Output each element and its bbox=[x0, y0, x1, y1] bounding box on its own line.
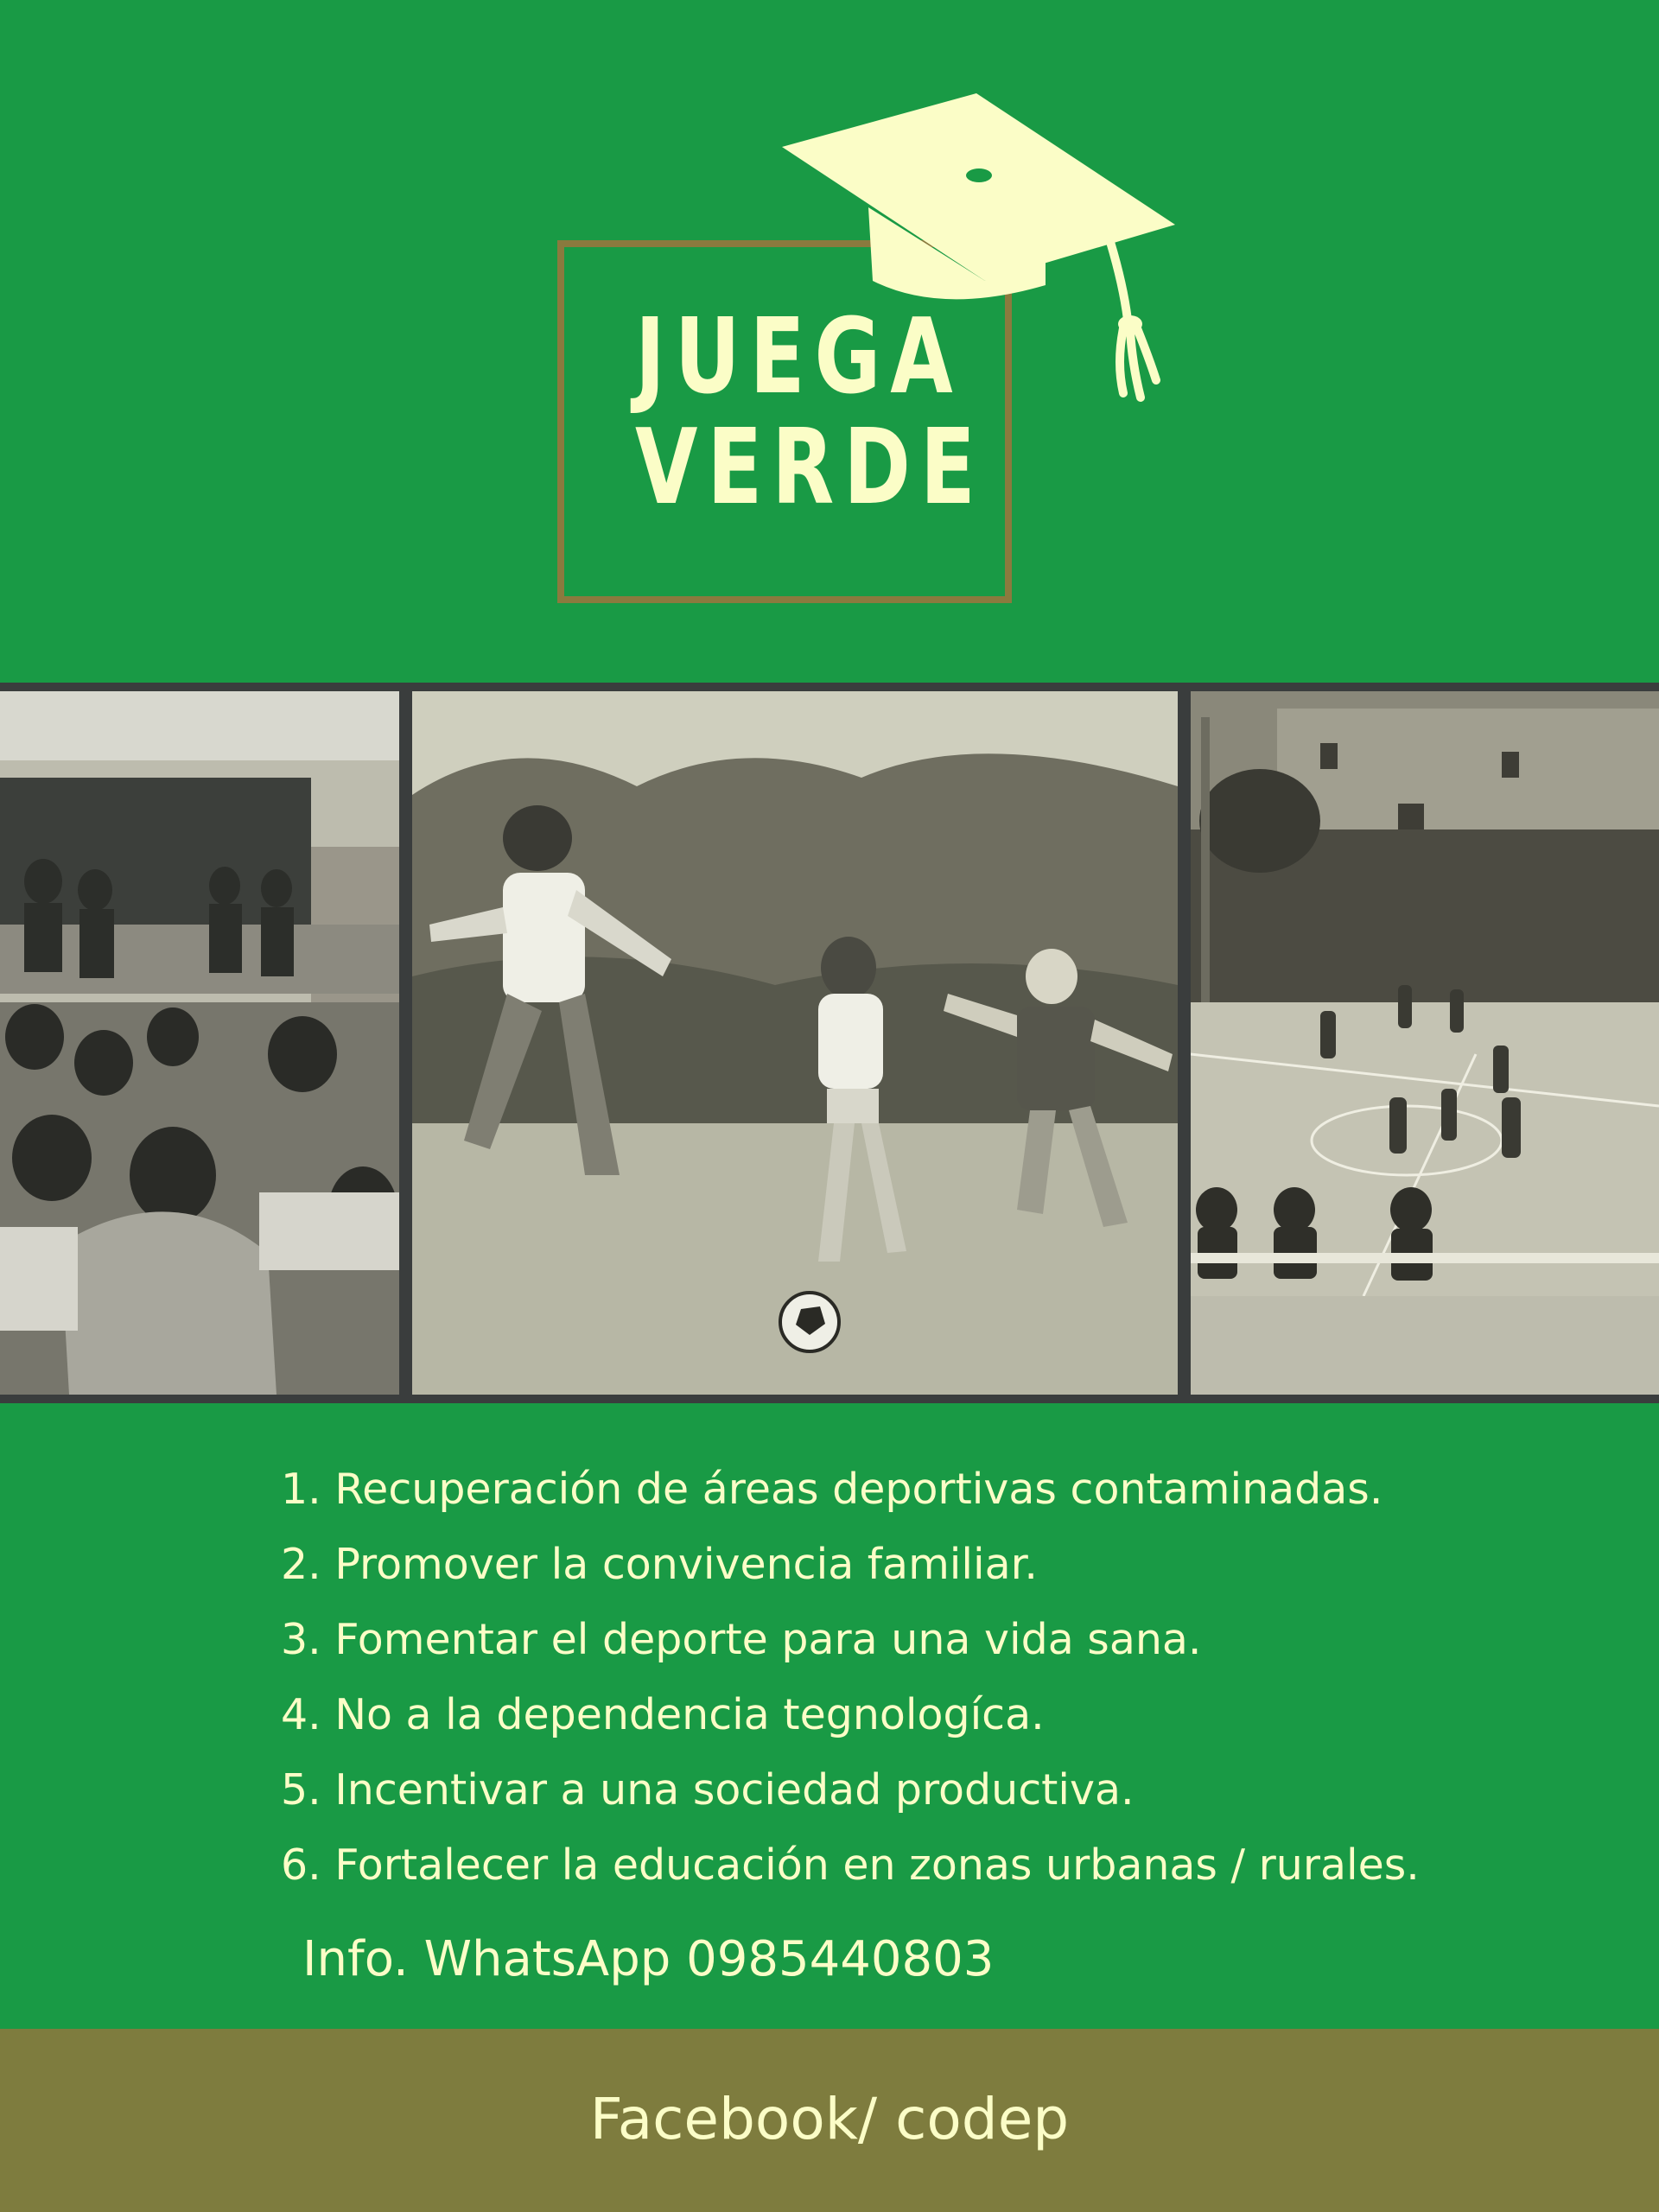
street-football-photo bbox=[1191, 691, 1659, 1395]
logo-line-1: JUEGA bbox=[635, 297, 963, 417]
objective-item: 6. Fortalecer la educación en zonas urbanas / rurales. bbox=[281, 1840, 1420, 1890]
header-section bbox=[0, 0, 1659, 683]
footer-bar bbox=[0, 2029, 1659, 2212]
classroom-photo bbox=[0, 691, 399, 1395]
objective-item: 3. Fomentar el deporte para una vida sana. bbox=[281, 1615, 1202, 1664]
photo-strip bbox=[0, 683, 1659, 1403]
objective-item: 4. No a la dependencia tegnologíca. bbox=[281, 1690, 1045, 1739]
objectives-list bbox=[281, 1452, 1629, 1903]
facebook-link[interactable]: Facebook/ codep bbox=[589, 2086, 1070, 2152]
objective-item: 2. Promover la convivencia familiar. bbox=[281, 1540, 1038, 1589]
logo-line-2: VERDE bbox=[635, 408, 985, 528]
graduation-cap-icon bbox=[760, 86, 1192, 415]
objective-item: 1. Recuperación de áreas deportivas contaminadas. bbox=[281, 1465, 1383, 1514]
whatsapp-info: Info. WhatsApp 0985440803 bbox=[302, 1931, 995, 1987]
family-soccer-photo bbox=[412, 691, 1178, 1395]
objective-item: 5. Incentivar a una sociedad productiva. bbox=[281, 1765, 1135, 1815]
